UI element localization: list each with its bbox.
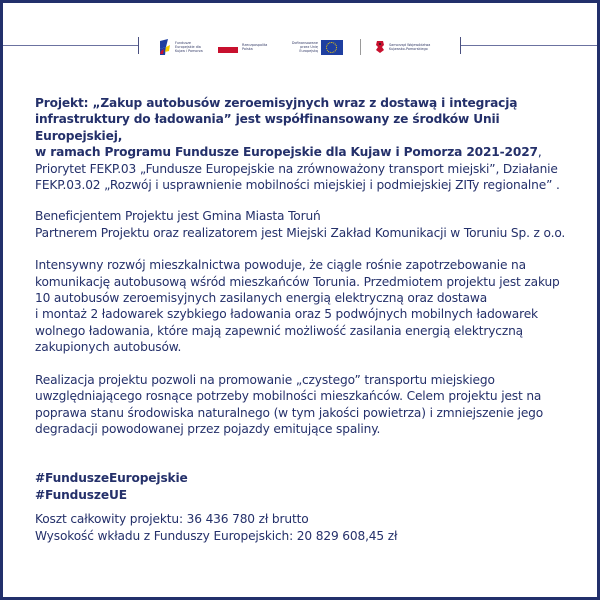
beneficiary-info (35, 208, 580, 241)
goals-line: degradacji powodowanej przez pojazdy emitujące spaliny. (35, 421, 381, 436)
logo-rp-text: Rzeczpospolita Polska (242, 43, 268, 51)
announcement-body (35, 95, 580, 544)
priority-line: Priorytet FEKP.03 „Fundusze Europejskie na zrównoważony transport miejski”, Działanie (35, 161, 558, 176)
beneficiary-line: Beneficjentem Projektu jest Gmina Miasta Toruń (35, 209, 321, 224)
project-description (35, 257, 580, 355)
logo-kp-text: Samorząd Województwa Kujawsko-Pomorskiego (389, 43, 431, 51)
total-cost: Koszt całkowity projektu: 36 436 780 zł brutto (35, 512, 309, 527)
project-title (35, 95, 580, 193)
logo-fe-kujaw-pomorza (160, 37, 209, 57)
partner-line: Partnerem Projektu oraz realizatorem jest Miejski Zakład Komunikacji w Toruniu Sp. z o.o. (35, 225, 566, 240)
logo-eu-text: Dofinansowane przez Unię Europejską (291, 41, 318, 53)
eu-flag-icon (321, 40, 343, 55)
logo-kujawsko-pomorskie (375, 37, 435, 57)
goals-line: Realizacja projektu pozwoli na promowanie „czystego” transportu miejskiego (35, 372, 495, 387)
fe-star-logo-icon (160, 39, 172, 55)
project-goals (35, 372, 580, 438)
project-title-line: w ramach Programu Fundusze Europejskie dla Kujaw i Pomorza 2021-2027 (35, 145, 538, 160)
project-title-comma: , (537, 145, 542, 160)
project-title-line: Projekt: „Zakup autobusów zeroemisyjnych wraz z dostawą i integracją (35, 96, 518, 110)
divider-left (3, 45, 139, 46)
hashtags (35, 470, 580, 503)
logo-eu (284, 37, 343, 57)
divider-left-tick (138, 37, 139, 54)
description-line: i montaż 2 ładowarek szybkiego ładowania oraz 5 podwójnych mobilnych ładowarek (35, 307, 538, 322)
goals-line: uwzględniającego rosnące potrzeby mobilności mieszkańców. Celem projektu jest na (35, 389, 542, 404)
divider-right (461, 45, 597, 46)
description-line: 10 autobusów zeroemisyjnych zasilanych energią elektryczną oraz dostawa (35, 291, 488, 306)
description-line: wolnego ładowania, które mają zapewnić możliwość zasilania energią elektryczną (35, 323, 523, 338)
eu-contribution: Wysokość wkładu z Funduszy Europejskich: 20 829 608,45 zł (35, 528, 398, 543)
logo-rzeczpospolita (218, 37, 268, 57)
project-title-line: infrastruktury do ładowania” jest współfinansowany ze środków Unii Europejskiej, (35, 112, 500, 143)
hashtag-fundusze-ue: #FunduszeUE (35, 487, 127, 502)
description-line: komunikację autobusową wśród mieszkańców Torunia. Przedmiotem projektu jest zakup (35, 274, 560, 289)
description-line: Intensywny rozwój mieszkalnictwa powoduje, że ciągle rośnie zapotrzebowanie na (35, 258, 526, 273)
polish-flag-icon (218, 41, 238, 53)
description-line: zakupionych autobusów. (35, 340, 182, 355)
logo-fe-text: Fundusze Europejskie dla Kujaw i Pomorza (175, 41, 203, 53)
divider-right-tick (460, 37, 461, 54)
priority-line: FEKP.03.02 „Rozwój i usprawnienie mobilności miejskiej i podmiejskiej ZITy regionalne” . (35, 178, 560, 193)
goals-line: poprawa stanu środowiska naturalnego (w tym jakości powietrza) i zmniejszenie jego (35, 405, 544, 420)
project-costs (35, 511, 580, 544)
hashtag-fundusze-europejskie: #FunduszeEuropejskie (35, 471, 188, 486)
logo-separator (360, 37, 361, 57)
griffin-crest-icon (375, 40, 385, 54)
funding-logo-bar (160, 37, 450, 57)
